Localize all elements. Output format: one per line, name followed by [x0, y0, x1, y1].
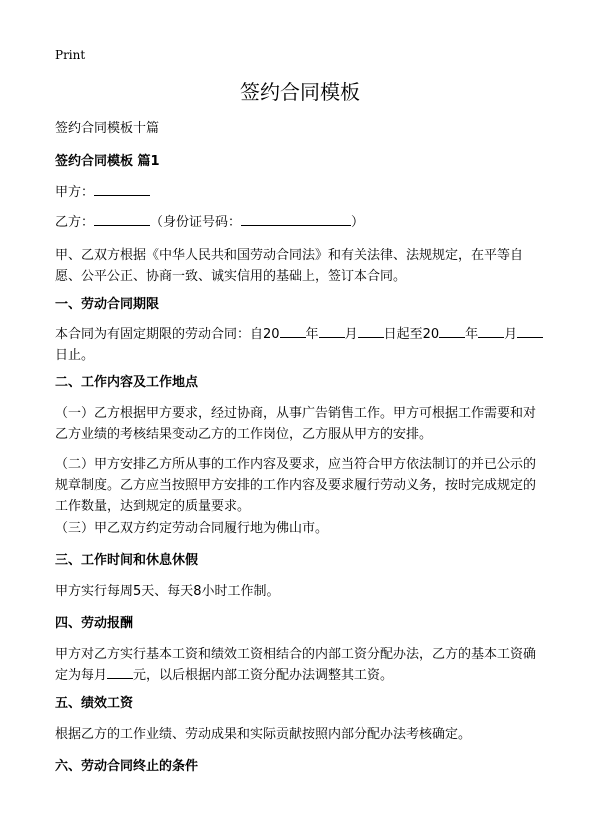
section-heading-6: 六、劳动合同终止的条件	[55, 759, 199, 774]
salary-text-end: 元，以后根据内部工资分配办法调整其工资。	[133, 668, 394, 683]
work-content-paragraph-1: （一）乙方根据甲方要求，经过协商，从事广告销售工作。甲方可根据工作需要和对乙方业绩的考核结果变动乙方的工作岗位，乙方服从甲方的安排。	[55, 406, 537, 442]
page-title: 签约合同模板	[240, 80, 360, 104]
term-blank-month-2	[478, 324, 504, 338]
section-heading-4: 四、劳动报酬	[55, 616, 134, 631]
work-hours-paragraph: 甲方实行每周5天、每天8小时工作制。	[55, 584, 280, 599]
term-year-1: 年	[305, 327, 319, 342]
section-heading-5: 五、绩效工资	[55, 696, 134, 711]
contract-term-paragraph	[55, 324, 547, 366]
term-year-2: 年	[465, 327, 479, 342]
salary-blank	[107, 665, 133, 679]
salary-paragraph	[55, 644, 547, 686]
term-blank-day-1	[358, 324, 384, 338]
party-b-id-label: （身份证号码：	[150, 215, 242, 230]
print-link[interactable]: Print	[55, 48, 86, 62]
term-day-1: 日起至20	[383, 327, 440, 342]
work-content-paragraph-3: （三）甲乙双方约定劳动合同履行地为佛山市。	[55, 521, 329, 536]
term-blank-year-2	[439, 324, 465, 338]
party-b-label: 乙方：	[55, 215, 95, 230]
term-month-2: 月	[504, 327, 518, 342]
party-b-line	[55, 212, 550, 233]
performance-pay-paragraph: 根据乙方的工作业绩、劳动成果和实际贡献按照内部分配办法考核确定。	[55, 727, 472, 742]
term-month-1: 月	[344, 327, 358, 342]
term-end: 日止。	[55, 348, 95, 363]
term-blank-day-2	[517, 324, 543, 338]
section-heading-1: 一、劳动合同期限	[55, 297, 160, 312]
document-subtitle: 签约合同模板十篇	[55, 121, 160, 136]
term-blank-month-1	[319, 324, 345, 338]
intro-paragraph: 甲、乙双方根据《中华人民共和国劳动合同法》和有关法律、法规规定，在平等自愿、公平公正、协商一致、诚实信用的基础上，签订本合同。	[55, 248, 524, 284]
party-a-blank	[94, 182, 150, 196]
party-a-label: 甲方：	[55, 185, 95, 200]
section-title: 签约合同模板 篇1	[55, 154, 160, 169]
section-heading-3: 三、工作时间和休息休假	[55, 553, 199, 568]
party-b-id-blank	[241, 212, 351, 226]
salary-text-start: 甲方对乙方实行基本工资和绩效工资相结合的内部工资分配办法，乙方的基本工资确定为每月	[55, 647, 537, 683]
section-heading-2: 二、工作内容及工作地点	[55, 375, 199, 390]
term-blank-year-1	[280, 324, 306, 338]
party-b-id-close: ）	[351, 215, 365, 230]
party-a-line	[55, 182, 550, 203]
party-b-blank	[94, 212, 150, 226]
term-text-start: 本合同为有固定期限的劳动合同：自20	[55, 327, 280, 342]
work-content-paragraph-2: （二）甲方安排乙方所从事的工作内容及要求，应当符合甲方依法制订的并已公示的规章制度。乙方应当按照甲方安排的工作内容及要求履行劳动义务，按时完成规定的工作数量，达到规定的质量要求。	[55, 457, 537, 514]
